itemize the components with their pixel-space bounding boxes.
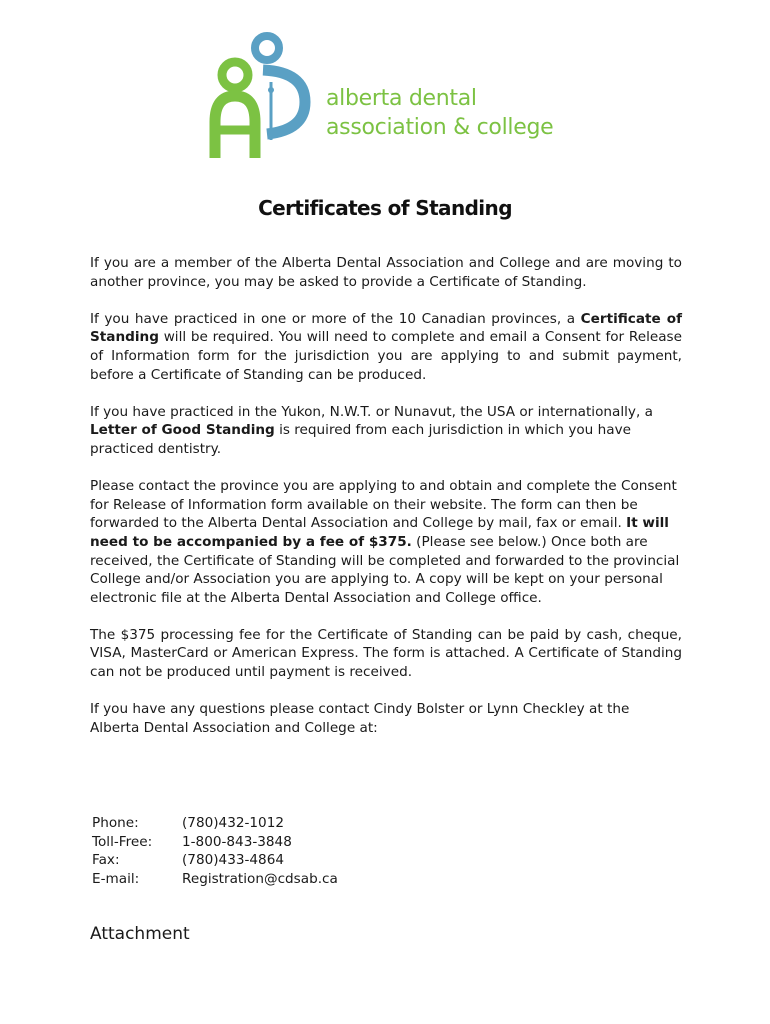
contact-row-email <box>92 870 338 889</box>
contact-value: Registration@cdsab.ca <box>182 870 338 887</box>
document-body <box>90 254 682 756</box>
logo-text-line1: alberta dental <box>326 86 477 111</box>
contact-row-phone <box>92 814 338 833</box>
contact-value: (780)432-1012 <box>182 815 284 831</box>
contact-label: E-mail: <box>92 870 140 887</box>
paragraph-provinces: If you have practiced in one or more of the 10 Canadian provinces, a Certificate of Standing will be required. You will need to complete and email a Consent for Release of Information form for the jurisdiction you are applying to and submit payment, before a Certificate of Standing can be produced. <box>90 310 682 383</box>
logo-mark-icon <box>205 30 325 165</box>
attachment-heading: Attachment <box>90 924 190 944</box>
contact-label: Fax: <box>92 852 120 869</box>
contact-list <box>92 814 338 888</box>
contact-label: Phone: <box>92 815 139 831</box>
paragraph-territories: If you have practiced in the Yukon, N.W.T. or Nunavut, the USA or internationally, a Letter of Good Standing is required from each jurisdiction in which you have practiced dentistry. <box>90 403 653 457</box>
paragraph-fee: The $375 processing fee for the Certificate of Standing can be paid by cash, cheque, VISA, MasterCard or American Express. The form is attached. A Certificate of Standing can not be produced until payment is received. <box>90 626 682 681</box>
paragraph-intro: If you are a member of the Alberta Dental Association and College and are moving to another province, you may be asked to provide a Certificate of Standing. <box>90 255 682 290</box>
contact-value: (780)433-4864 <box>182 852 284 869</box>
paragraph-questions: If you have any questions please contact Cindy Bolster or Lynn Checkley at the Alberta Dental Association and College at: <box>90 701 630 736</box>
contact-row-tollfree <box>92 833 338 852</box>
contact-row-fax <box>92 851 338 870</box>
page-title: Certificates of Standing <box>258 196 512 220</box>
contact-label: Toll-Free: <box>92 833 153 850</box>
logo-text-line2: association & college <box>326 115 554 140</box>
paragraph-process: Please contact the province you are applying to and obtain and complete the Consent for Release of Information form available on their website. The form can then be forwarded to the Alberta Dental Association and College by mail, fax or email. It will need to be accompanied by a fee of $375. (Please see below.) Once both are received, the Certificate of Standing will be completed and forwarded to the provincial College and/or Association you are applying to. A copy will be kept on your personal electronic file at the Alberta Dental Association and College office. <box>90 478 680 606</box>
contact-value: 1-800-843-3848 <box>182 833 292 850</box>
